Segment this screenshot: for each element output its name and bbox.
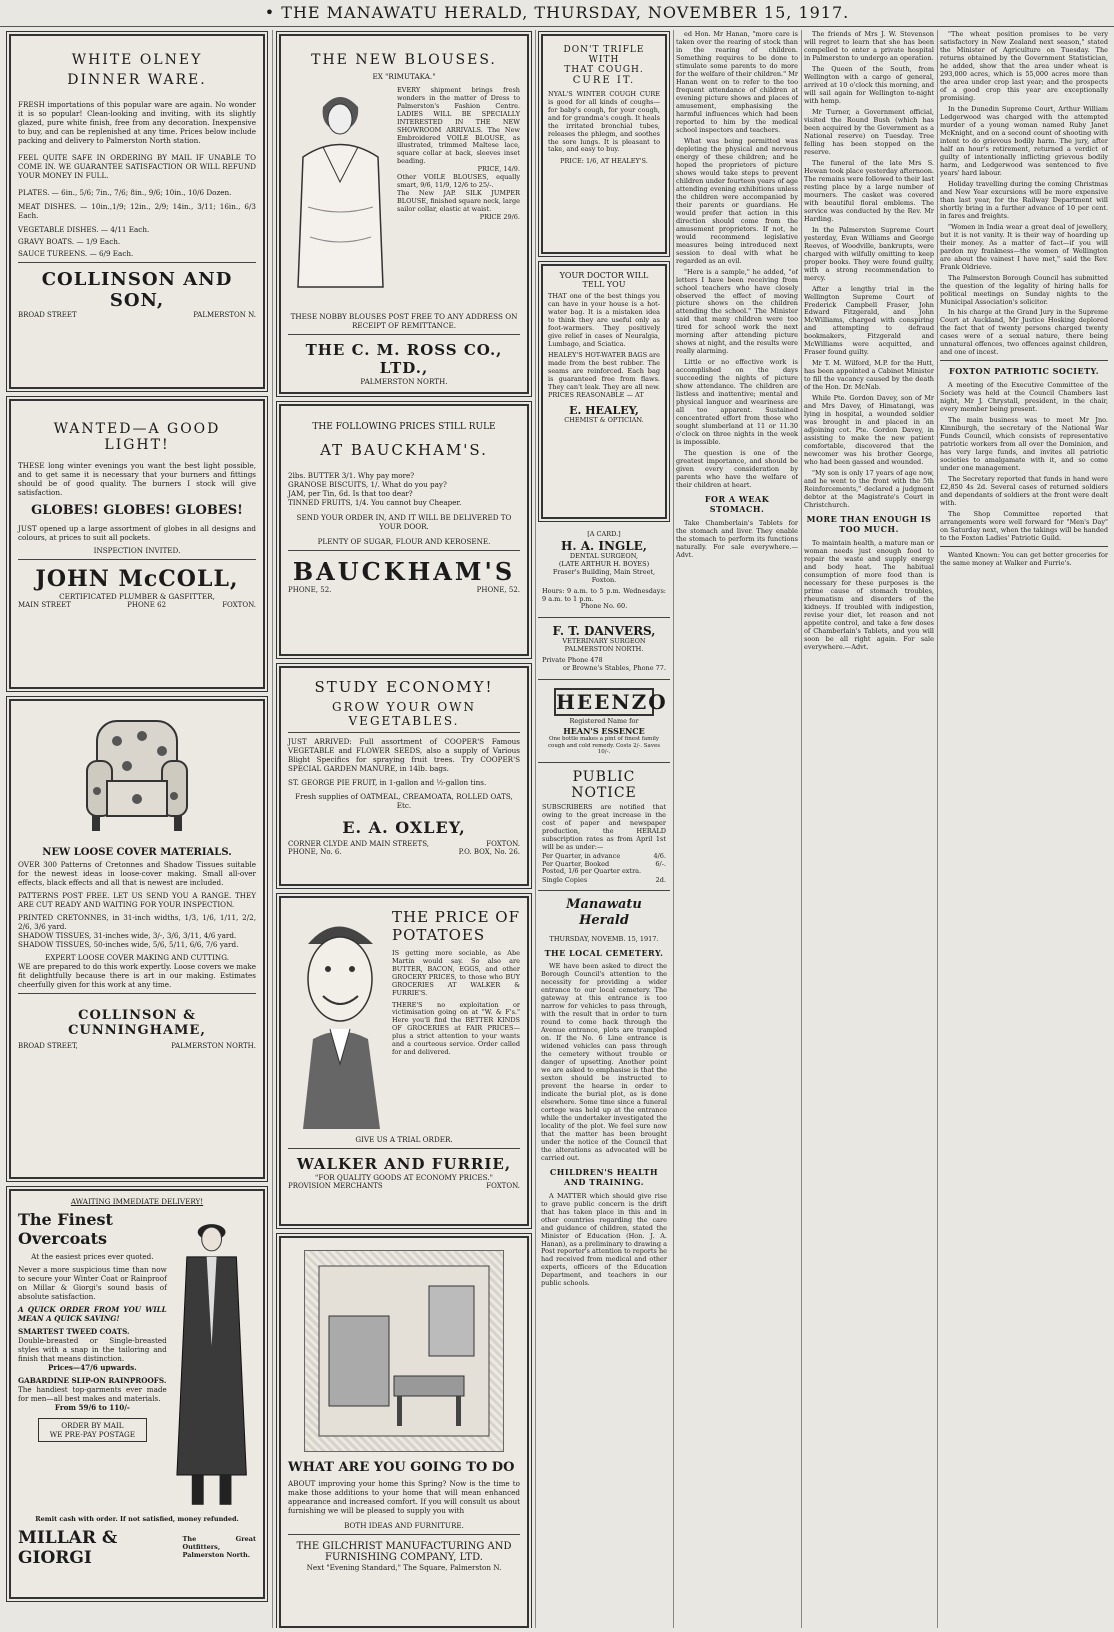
armchair-illustration	[82, 711, 192, 841]
millar-gab-price: From 59/6 to 110/-	[54, 1403, 130, 1412]
millar-gab-body: The handiest top-garments ever made for men—all best makes and materials.	[18, 1385, 167, 1403]
ross-price-2: PRICE 29/6.	[479, 212, 520, 221]
c5-para-5: In the Palmerston Supreme Court yesterday, Evan Williams and George Reeves, of Woodville, bankrupts, were charged with wilfully omitting to keep proper books. They were found guilty, with a strong recommendation to mercy.	[804, 225, 934, 282]
c6-para-4: "Women in India wear a great deal of jewellery, but it is not vanity. It is their way of hoarding up their money. As a matter of fact—if you will pardon my frankness—the women of Wellington are about the vainest I have met," said the Rev. Frank Oldrieve.	[940, 222, 1108, 271]
c6-para-10: The Shop Committee reported that arrangements were well forward for "Men's Day" on Saturday next, when the takings will be handed to the Foxton Ladies' Patriotic Guild.	[940, 509, 1108, 542]
walker-trial: GIVE US A TRIAL ORDER.	[355, 1135, 453, 1144]
olney-plates: PLATES. — 6in., 5/6; 7in., 7/6; 8in., 9/6; 10in., 10/6 Dozen.	[18, 188, 232, 197]
column-rule	[673, 30, 674, 1628]
c5-para-2: The Queen of the South, from Wellington with a cargo of general, arrived at 10 o'clock this morning, and will sail again for Wellington to-night with hemp.	[804, 64, 934, 105]
ross-title: THE NEW BLOUSES.	[311, 52, 497, 68]
cough-t3: THAT COUGH.	[564, 65, 644, 75]
olney-street: BROAD STREET	[18, 311, 77, 319]
c6-para-2: In the Dunedin Supreme Court, Arthur William Ledgerwood was charged with the attempted murder of a young woman named Ruby Janet McKnight, and on a second count of shooting with intent to do grievous bodily harm. The jury, after half an hour's retirement, returned a verdict of guilty of intentionally inflicting grievous bodily harm, and Ledgerwood was sentenced to five years' hard labour.	[940, 104, 1108, 177]
millar-mail-2: WE PRE-PAY POSTAGE	[49, 1430, 136, 1439]
ingle-addr: Fraser's Building, Main Street, Foxton.	[552, 567, 656, 584]
gilchrist-ad	[279, 1236, 529, 1628]
loose-patterns: PATTERNS POST FREE. LET US SEND YOU A RANGE. THEY ARE CUT READY AND WAITING FOR YOUR INSPECTION.	[18, 891, 256, 909]
bauckham-t1: THE FOLLOWING PRICES STILL RULE	[312, 422, 496, 432]
mccoll-ad	[9, 399, 265, 689]
mccoll-title: WANTED—A GOOD LIGHT!	[53, 421, 221, 453]
millar-body: Never a more suspicious time than now to secure your Winter Coat or Rainproof on Millar & Giorgi's sound basis of absolute satisfaction.	[18, 1265, 167, 1301]
danvers-name: F. T. DANVERS,	[552, 624, 656, 639]
olney-ad	[9, 34, 265, 389]
mccoll-invite: INSPECTION INVITED.	[93, 546, 181, 555]
c6-para-7: A meeting of the Executive Committee of the Society was held at the Council Chambers last night, Mr J. Chrystall, president, in the chair, every member being present.	[940, 381, 1108, 414]
walker-name: WALKER AND FURRIE,	[296, 1155, 512, 1173]
mccoll-phone: PHONE 62	[127, 601, 167, 609]
c6-para-6: In his charge at the Grand Jury in the Supreme Court at Auckland, Mr Justice Hosking deplored the fact that of twenty persons charged twenty cases were of a sexual nature, there being unnatural offences, two offences against children, and one of incest.	[940, 308, 1108, 357]
walker-trade: PROVISION MERCHANTS	[288, 1182, 383, 1190]
bauckham-plenty: PLENTY OF SUGAR, FLOUR AND KEROSENE.	[317, 537, 491, 547]
millar-mail-1: ORDER BY MAIL	[61, 1421, 124, 1430]
editorial-body-1: WE have been asked to direct the Borough Council's attention to the necessity for providing a wider entrance to our local cemetery. The gateway at this entrance is too narrow for vehicles to pass through, with the result that in order to turn round to come back through the Avenue entrance, plots are trampled on. If the No. 6 Line entrance is widened vehicles can pass through the cemetery without trouble or danger of upsetting. Another point we are asked to emphasise is that the sexton should be instructed to prevent the hearse in order to indicate the burial plot, as is done elsewhere. Some time since a funeral cortege was held up at the entrance while the undertaker investigated the locality of the plot. We feel sure now that the matter has been brought under the notice of the Council that the alterations as advocated will be carried out.	[541, 962, 667, 1162]
walker-town: FOXTON.	[486, 1182, 520, 1190]
mccoll-trade: CERTIFICATED PLUMBER & GASFITTER,	[59, 592, 215, 601]
oxley-name: E. A. OXLEY,	[342, 818, 466, 837]
olney-firm: COLLINSON AND SON,	[41, 269, 233, 311]
walker-body-2: THERE'S no exploitation or victimisation going on at "W. & F's." Here you'll find the BETTER KINDS OF GROCERIES at FAIR PRICES—plus a strict attention to your wants and a courteous service. Order called for and delivered.	[392, 1000, 520, 1057]
oxley-ad	[279, 666, 529, 886]
millar-remit: Remit cash with order. If not satisfied, money refunded.	[35, 1515, 239, 1523]
olney-title-1: WHITE OLNEY	[71, 52, 203, 68]
oxley-town: FOXTON.	[486, 840, 520, 848]
mccoll-town: FOXTON.	[222, 601, 256, 609]
rate-3: Posted, 1/6 per Quarter extra.	[542, 866, 642, 875]
olney-mail: FEEL QUITE SAFE IN ORDERING BY MAIL IF UNABLE TO COME IN. WE GUARANTEE SATISFACTION OR WILL REFUND YOUR MONEY IN FULL.	[18, 153, 256, 180]
ross-price-1: PRICE, 14/9.	[477, 165, 520, 174]
ingle-card	[538, 529, 670, 613]
walker-motto: "FOR QUALITY GOODS AT ECONOMY PRICES."	[315, 1173, 493, 1182]
millar-tweed-price: Prices—47/6 upwards.	[48, 1363, 137, 1372]
olney-town: PALMERSTON N.	[193, 311, 256, 319]
doctor-t1: YOUR DOCTOR WILL TELL YOU	[559, 271, 649, 289]
gilchrist-ideas: BOTH IDEAS AND FURNITURE.	[344, 1521, 464, 1530]
blouse-lady-illustration	[288, 87, 393, 312]
olney-sauce: SAUCE TUREENS. — 6/9 Each.	[18, 249, 134, 258]
walker-title-2: POTATOES	[392, 926, 486, 944]
mccoll-body-2: JUST opened up a large assortment of globes in all designs and colours, at prices to suit all pockets.	[18, 524, 256, 542]
oxley-st: ST. GEORGE PIE FRUIT, in 1-gallon and ½-gallon tins.	[288, 778, 487, 787]
rate-1-label: Per Quarter, in advance	[542, 851, 621, 860]
walker-furrie-ad	[279, 896, 529, 1226]
bauckham-name: BAUCKHAM'S	[292, 557, 516, 587]
rate-2-value: 6/-.	[655, 859, 666, 868]
loose-cretonnes: PRINTED CRETONNES, in 31-inch widths, 1/3, 1/6, 1/11, 2/2, 2/6, 3/6 yard.	[18, 913, 256, 931]
oxley-t1: STUDY ECONOMY!	[314, 678, 494, 696]
olney-gravy: GRAVY BOATS. — 1/9 Each.	[18, 237, 121, 246]
ross-sub: EX "RIMUTAKA."	[372, 72, 436, 81]
c4-para-4: Little or no effective work is accomplished on the days succeeding the nights of picture show attendance. The children are listless and inattentive; mental and physical languor and weariness are all too apparent. Sustained concentrated effort from those who sought slumberland at 11 or 11.30 o'clock on three nights in the week is impossible.	[676, 358, 798, 447]
loose-town: PALMERSTON NORTH.	[171, 1042, 256, 1050]
editorial-head-1: THE LOCAL CEMETERY.	[544, 947, 664, 958]
oxley-corner: CORNER CLYDE AND MAIN STREETS,	[288, 840, 429, 848]
millar-firm: MILLAR & GIORGI	[18, 1527, 118, 1568]
heenzo-small: One bottle makes a pint of finest family cough and cold remedy. Costs 2/-. Saves 10/-.	[547, 735, 661, 756]
furnished-room-illustration	[304, 1250, 504, 1452]
cough-cure-ad	[541, 34, 667, 254]
c5-para-6: After a lengthy trial in the Wellington Supreme Court of Frederick Campbell Fraser, John Edward Fitzgerald, and John McWilliams, charged with conspiring and attempting to defraud bookmakers, Fitzgerald and McWilliams were acquitted, and Fraser found guilty.	[804, 284, 934, 357]
bauckham-l3: JAM, per Tin, 6d. Is that too dear?	[288, 489, 413, 499]
millar-sub: At the easiest prices ever quoted.	[31, 1252, 154, 1261]
oxley-fresh: Fresh supplies of OATMEAL, CREAMOATA, ROLLED OATS, Etc.	[295, 792, 513, 810]
cough-body: NYAL'S WINTER COUGH CURE is good for all kinds of coughs—for baby's cough, for your cough, and for grandma's cough. It heals the irritated bronchial tubes, releases the phlegm, and soothes the sore lungs. It is pleasant to take, and easy to buy.	[548, 90, 660, 154]
olney-title-2: DINNER WARE.	[67, 72, 207, 88]
walker-body: IS getting more sociable, as Abe Martin would say. So also are BUTTER, BACON, EGGS, and other GROCERY PRICES, to those who BUY GROCERIES AT WALKER & FURRIE'S.	[392, 949, 520, 997]
public-body: SUBSCRIBERS are notified that owing to the great increase in the cost of paper and newspaper production, the HERALD subscription rates as from April 1st will be as under:—	[542, 803, 666, 851]
olney-body: FRESH importations of this popular ware are again. No wonder it is so popular! Clean-looking and inviting, with its slightly glazed, pure white finish, free from any decoration. Inexpensive to buy, and can be replenished at any time. Prices below include packing and delivery to Palmerston North station.	[18, 100, 256, 145]
ross-town: PALMERSTON NORTH.	[360, 377, 448, 386]
c4-para-5: The question is one of the greatest importance, and should be given every consideration by parents who have the welfare of their children at heart.	[676, 449, 798, 490]
loose-street: BROAD STREET,	[18, 1042, 78, 1050]
mccoll-body: THESE long winter evenings you want the best light possible, and to get same it is necessary that your burners and fittings should be of good quality. The burners I stock will give satisfaction.	[18, 461, 256, 497]
c4-para-2: What was being permitted was depleting the physical and nervous energy of these children; and he hoped the proprietors of picture shows would take steps to prevent children under fourteen years of age attending evening exhibitions unless the children were accompanied by their parents or guardians. He would prefer that action in this direction should come from the amusement proprietors. If not, he would recommend legislative measures being introduced next session to deal with what he regarded as an evil.	[676, 136, 798, 265]
c6-para-9: The Secretary reported that funds in hand were £2,850 4s 2d. Several cases of returned soldiers and dependants of soldiers at the front were dealt with.	[940, 475, 1108, 507]
c6-para-5: The Palmerston Borough Council has submitted the question of the legality of hiring halls for political meetings on Sunday nights to the Municipal Association's solicitor.	[940, 273, 1108, 306]
c6-para-3: Holiday travelling during the coming Christmas and New Year excursions will be more expensive than last year, for the Railway Department will shortly bring in a further advance of 10 per cent. in fares and freights.	[940, 179, 1108, 220]
doctor-body-2: HEALEY'S HOT-WATER BAGS are made from the best rubber. The seams are reinforced. Each bag is guaranteed free from flaws. They can't leak. They are all new. PRICES REASONABLE — AT	[548, 351, 660, 400]
doctor-name: E. HEALEY,	[569, 403, 639, 417]
mccoll-street: MAIN STREET	[18, 601, 71, 609]
ross-firm: THE C. M. ROSS CO., LTD.,	[305, 341, 503, 377]
hot-water-bag-ad	[541, 264, 667, 519]
column-rule	[801, 30, 802, 1628]
heenzo-sub-2: HEAN'S ESSENCE	[563, 725, 645, 736]
c4-para-1: ed Hon. Mr Hanan, "more care is taken over the rearing of stock than in the rearing of children. Something requires to be done to stimulate some parents to do more for the welfare of their children." Mr Hanan went on to refer to the too frequent attendance of children at evening picture shows and places of amusement, emphasising the harmful influences which had been reported to him by the medical school inspectors and teachers.	[676, 30, 798, 134]
millar-await: AWAITING IMMEDIATE DELIVERY!	[70, 1197, 204, 1206]
cough-t2: WITH	[588, 55, 620, 65]
loose-expert: EXPERT LOOSE COVER MAKING AND CUTTING.	[44, 953, 229, 962]
ross-body: EVERY shipment brings fresh wonders in the matter of Dress to Palmerston's Fashion Centre. LADIES WILL BE SPECIALLY INTERESTED IN THE NEW SHOWROOM ARRIVALS. The New Embroidered VOILE BLOUSE, as illustrated, trimmed Maltese lace, square collar at back, sleeves inset beading.	[397, 86, 520, 166]
ingle-hours: Hours: 9 a.m. to 5 p.m. Wednesdays: 9 a.m. to 1 p.m.	[542, 586, 666, 603]
gilchrist-title: WHAT ARE YOU GOING TO DO	[288, 1460, 515, 1475]
column-5	[804, 30, 934, 1628]
loose-cover-ad	[9, 699, 265, 1179]
gilchrist-name: THE GILCHRIST MANUFACTURING AND FURNISHING COMPANY, LTD.	[296, 1541, 512, 1563]
ingle-trade: DENTAL SURGEON,	[569, 551, 639, 560]
column-6	[940, 30, 1108, 1628]
bauckham-l4: TINNED FRUITS, 1/4. You cannot buy Cheaper.	[288, 498, 462, 508]
ross-body-3: The New JAP. SILK JUMPER BLOUSE, finished square neck, large sailor collar, elastic at waist.	[397, 188, 520, 213]
millar-tweed: SMARTEST TWEED COATS.	[18, 1327, 130, 1336]
loose-firm: COLLINSON & CUNNINGHAME,	[68, 1008, 206, 1038]
gilchrist-body: ABOUT improving your home this Spring? Now is the time to make those additions to your home that will mean enhanced appearance and increased comfort. If you will consult us about furnishing we will be pleased to supply you with	[288, 1479, 520, 1515]
heenzo-name: HEENZO	[556, 690, 668, 715]
millar-title: The Finest Overcoats	[18, 1210, 113, 1248]
column-rule	[272, 30, 273, 1628]
column-1	[6, 30, 268, 1628]
millar-giorgi-ad	[9, 1189, 265, 1599]
c4-para-3: "Here is a sample," he added, "of letters I have been receiving from school teachers who have closely observed the effect of moving picture shows on the children attending the school." The Minister said that many children were too tired for school work the next morning after attending picture shows at night, and the results were really alarming.	[676, 267, 798, 356]
heenzo-sub: Registered Name for	[569, 717, 639, 726]
column-4	[676, 30, 798, 1628]
ross-blouses-ad	[279, 34, 529, 394]
c4-para-6: Take Chamberlain's Tablets for the stomach and liver. They enable the stomach to perform its functions naturally. For sale everywhere.—Advt.	[676, 518, 798, 559]
c5-para-3: Mr Turner, a Government official, visited the Round Bush (which has been acquired by the Government as a National reserve) on Tuesday. Tree felling has been stopped on the reserve.	[804, 107, 934, 156]
c5-para-10: To maintain health, a mature man or woman needs just enough food to repair the waste and supply energy and body heat. The habitual consumption of more food than is necessary for these purposes is the prime cause of stomach troubles, rheumatism and disorders of the kidneys. If troubled with indigestion, revise your diet, let reason and not appetite control, and take a few doses of Chamberlain's Tablets, and you will soon be all right again. For sale everywhere.—Advt.	[804, 538, 934, 651]
rate-2-label: Per Quarter, Booked	[542, 859, 610, 868]
danvers-town: PALMERSTON NORTH.	[564, 645, 644, 654]
masthead: • THE MANAWATU HERALD, THURSDAY, NOVEMBER 15, 1917.	[0, 0, 1114, 27]
millar-tweed-body: Double-breasted or Single-breasted styles with a snap in the tailoring and finish that means distinction.	[18, 1336, 167, 1363]
gilchrist-addr: Next "Evening Standard," The Square, Palmerston N.	[306, 1563, 502, 1572]
millar-tag: The Great Outfitters, Palmerston North.	[182, 1535, 256, 1559]
c6-head: FOXTON PATRIOTIC SOCIETY.	[949, 366, 1099, 377]
c5-head: MORE THAN ENOUGH IS TOO MUCH.	[806, 514, 932, 534]
bauckham-phone-1: PHONE, 52.	[288, 586, 332, 595]
bauckham-send: SEND YOUR ORDER IN, AND IT WILL BE DELIVERED TO YOUR DOOR.	[296, 513, 512, 532]
c5-para-8: While Pte. Gordon Davey, son of Mr and Mrs Davey, of Himatangi, was lying in hospital, a wounded soldier was brought in and placed in an adjoining cot. Pte. Gordon Davey, in assisting to make the new patient comfortable, discovered that the newcomer was his brother George, who had been gassed and wounded.	[804, 394, 934, 467]
column-2	[276, 30, 532, 1628]
public-notice	[538, 767, 670, 885]
cough-t1: DON'T TRIFLE	[563, 45, 645, 55]
editorial	[538, 897, 670, 1288]
danvers-phone-2: or Browne's Stables, Phone 77.	[562, 664, 666, 673]
c6-wanted: Wanted Known: You can get better groceries for the same money at Walker and Furrie's.	[940, 550, 1108, 567]
c6-para-1: "The wheat position promises to be very satisfactory in New Zealand next season," stated the Minister of Agriculture on Tuesday. The returns obtained by the Government Statistician, he added, show that the area under wheat is 293,000 acres, which is 55,000 acres more than the area under crop last year; and the prospects of a good crop this year are exceptionally promising.	[940, 30, 1108, 102]
loose-title: NEW LOOSE COVER MATERIALS.	[42, 847, 232, 858]
mccoll-globes: GLOBES! GLOBES! GLOBES!	[31, 503, 243, 518]
rate-4-label: Single Copies	[542, 875, 588, 884]
overcoat-man-illustration	[167, 1206, 256, 1516]
bauckham-phone-2: PHONE, 52.	[476, 586, 520, 595]
doctor-body: THAT one of the best things you can have in your house is a hot-water bag. It is a mistaken idea to think they are useful only as foot-warmers. They positively give relief in cases of Neuralgia, Lumbago, and Sciatica.	[548, 292, 660, 348]
bauckham-l1: 2lbs. BUTTER 3/1. Why pay more?	[288, 471, 415, 481]
herald-date: THURSDAY, NOVEMB. 15, 1917.	[549, 934, 659, 943]
danvers-trade: VETERINARY SURGEON	[562, 637, 646, 646]
oxley-box: P.O. BOX, No. 26.	[458, 848, 520, 856]
cough-price: PRICE: 1/6, AT HEALEY'S.	[560, 157, 648, 166]
cough-t4: CURE IT.	[572, 75, 636, 86]
walker-title-1: THE PRICE OF	[392, 908, 521, 926]
ingle-phone: Phone No. 60.	[580, 602, 628, 611]
oxley-phone: PHONE, No. 6.	[288, 848, 342, 856]
c5-para-9: "My son is only 17 years of age now, and he went to the front with the 5th Reinforcements," declared a judgment debtor at the Magistrate's Court in Christchurch.	[804, 469, 934, 510]
column-rule	[535, 30, 536, 1628]
rate-4-value: 2d.	[655, 875, 666, 884]
editorial-head-2: CHILDREN'S HEALTH AND TRAINING.	[549, 1166, 659, 1187]
loose-shadow-1: SHADOW TISSUES, 31-inches wide, 3/-, 3/6, 3/11, 4/6 yard.	[18, 931, 237, 940]
herald-logo: Manawatu Herald	[566, 896, 642, 928]
loose-we: WE are prepared to do this work expertly. Loose covers we make fit delightfully because there is art in our making. Estimates cheerfully given for this work at any time.	[18, 962, 256, 989]
ingle-late: (LATE ARTHUR H. BOYES)	[558, 559, 650, 568]
oxley-t2: GROW YOUR OWN VEGETABLES.	[331, 700, 476, 728]
smiling-man-illustration	[288, 904, 388, 1129]
millar-quick: A QUICK ORDER FROM YOU WILL MEAN A QUICK SAVING!	[18, 1305, 167, 1323]
editorial-body-2: A MATTER which should give rise to grave public concern is the drift that has taken place in this and in other countries regarding the care and guidance of children, stated the Minister of Education (Hon. J. A. Hanan), as a preliminary to drawing a Post reporter's attention to reports he had received from medical and other experts, officers of the Education Department, and teachers in our public schools.	[541, 1191, 667, 1288]
public-title: PUBLIC NOTICE	[571, 769, 637, 802]
ingle-card-label: [A CARD.]	[587, 530, 621, 538]
c4-head: FOR A WEAK STOMACH.	[704, 494, 770, 514]
doctor-trade: CHEMIST & OPTICIAN.	[564, 415, 644, 424]
c5-para-1: The friends of Mrs J. W. Stevenson will regret to learn that she has been compelled to enter a private hospital in Palmerston to undergo an operation.	[804, 30, 934, 62]
rate-1-value: 4/6.	[653, 851, 666, 860]
oxley-body: JUST ARRIVED: Full assortment of COOPER'S Famous VEGETABLE and FLOWER SEEDS, also a supply of Various Blight Specifics for spraying fruit trees. Try COOPER'S SPECIAL GARDEN MANURE, in 14lb. bags.	[288, 737, 520, 773]
danvers-phone-1: Private Phone 478	[542, 656, 603, 665]
ingle-name: H. A. INGLE,	[561, 538, 647, 553]
olney-meat: MEAT DISHES. — 10in.,1/9; 12in., 2/9; 14in., 3/11; 16in., 6/3 Each.	[18, 202, 256, 220]
heenzo-ad	[538, 684, 670, 758]
millar-gab: GABARDINE SLIP-ON RAINPROOFS.	[18, 1376, 167, 1385]
bauckham-ad	[279, 404, 529, 656]
bauckham-l2: GRANOSE BISCUITS, 1/. What do you pay?	[288, 480, 447, 490]
danvers-card	[538, 622, 670, 675]
ross-body-2: Other VOILE BLOUSES, equally smart, 9/6, 11/9, 12/6 to 25/-.	[397, 173, 520, 190]
olney-veg: VEGETABLE DISHES. — 4/11 Each.	[18, 225, 150, 234]
bauckham-t2: AT BAUCKHAM'S.	[320, 441, 488, 460]
column-rule	[937, 30, 938, 1628]
c6-para-8: The main business was to meet Mr Jno. Kinniburgh, the secretary of the National War Funds Council, which consists of representative patriotic workers from all over the Dominion, and has very large funds, and invites all patriotic societies to amalgamate with it, and so come under one management.	[940, 416, 1108, 473]
loose-shadow-2: SHADOW TISSUES, 50-inches wide, 5/6, 5/11, 6/6, 7/6 yard.	[18, 940, 239, 949]
loose-body: OVER 300 Patterns of Cretonnes and Shadow Tissues suitable for the newest ideas in loose-cover making. Small all-over effects, black effects and all that is newest are included.	[18, 860, 256, 887]
c5-para-7: Mr T. M. Wilford, M.P. for the Hutt, has been appointed a Cabinet Minister to fill the vacancy caused by the death of the Hon. Dr. McNab.	[804, 359, 934, 392]
c5-para-4: The funeral of the late Mrs S. Hewan took place yesterday afternoon. The remains were followed to their last resting place by a large number of mourners. The casket was covered with beautiful floral emblems. The service was conducted by the Rev. Mr Harding.	[804, 158, 934, 223]
ross-post: THESE NOBBY BLOUSES POST FREE TO ANY ADDRESS ON RECEIPT OF REMITTANCE.	[290, 312, 518, 330]
column-3	[538, 30, 670, 1628]
mccoll-name: JOHN McCOLL,	[35, 566, 239, 592]
